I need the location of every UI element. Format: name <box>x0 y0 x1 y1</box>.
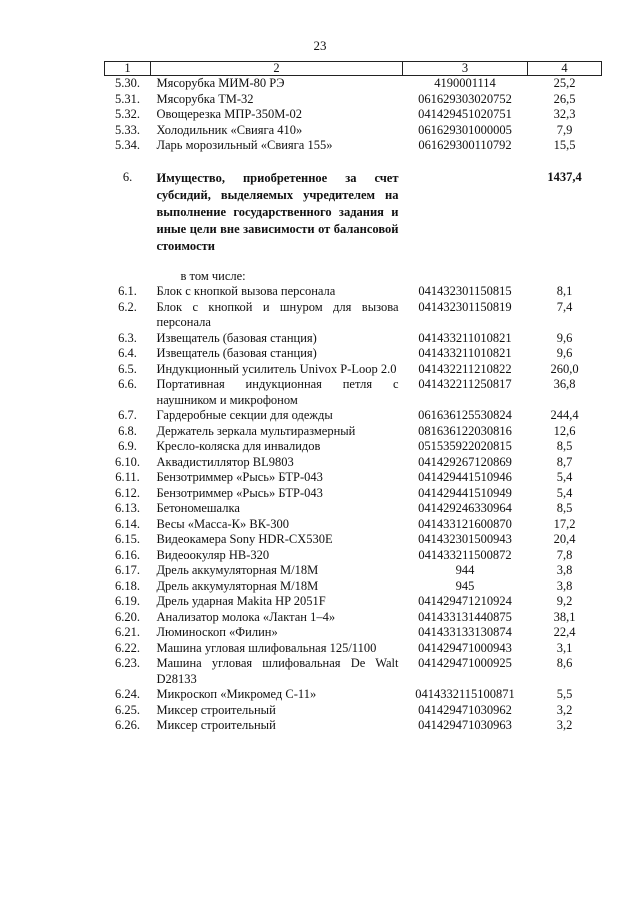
table-row <box>105 579 602 595</box>
item-name: Блок с кнопкой и шнуром для вызова персонала <box>156 299 399 329</box>
item-value: 8,1 <box>556 284 573 298</box>
column-header-number: 1 <box>105 62 151 76</box>
row-number: 6.14. <box>115 516 140 531</box>
table-row <box>105 424 602 440</box>
inventory-code: 081636122030816 <box>418 423 512 438</box>
section-heading-row <box>105 154 602 255</box>
item-name: Холодильник «Свияга 410» <box>156 122 303 137</box>
row-number: 6.22. <box>115 640 140 655</box>
row-number: 6.15. <box>115 532 140 546</box>
inventory-code: 4190001114 <box>434 76 496 90</box>
inventory-code: 041433211500872 <box>418 547 512 562</box>
table-body-section-6 <box>105 284 602 734</box>
inventory-code: 061629300110792 <box>418 138 512 152</box>
table-row <box>105 455 602 471</box>
item-value: 7,8 <box>556 547 573 562</box>
row-number: 6.20. <box>115 609 140 624</box>
item-value: 3,8 <box>556 563 573 577</box>
row-number: 6.25. <box>115 702 140 717</box>
item-value: 3,2 <box>556 702 573 717</box>
item-value: 8,7 <box>556 454 573 469</box>
inventory-code: 041429471000943 <box>418 640 512 655</box>
item-name: Мясорубка ТМ-32 <box>156 91 254 106</box>
item-name: Люминоскоп «Филин» <box>156 625 278 639</box>
row-number: 6.5. <box>118 361 137 376</box>
table-row <box>105 138 602 154</box>
table-row <box>105 718 602 734</box>
table-body-section-6-heading <box>105 154 602 285</box>
row-number: 5.31. <box>115 91 140 106</box>
item-name: Гардеробные секции для одежды <box>156 408 333 422</box>
row-number: 5.32. <box>115 107 140 121</box>
item-name: Видеоокуляр HB-320 <box>156 547 270 562</box>
item-name: Ларь морозильный «Свияга 155» <box>156 138 333 152</box>
row-number: 6.11. <box>115 470 140 484</box>
item-name: Дрель аккумуляторная М/18М <box>156 578 319 593</box>
row-number: 6.12. <box>115 485 140 500</box>
inventory-code: 945 <box>455 578 475 593</box>
item-name: Машина угловая шлифовальная 125/1100 <box>156 640 377 655</box>
item-value: 260,0 <box>550 361 579 376</box>
section-number: 6. <box>122 169 133 184</box>
table-row <box>105 687 602 703</box>
table-row <box>105 331 602 347</box>
table-row <box>105 377 602 408</box>
inventory-code: 041429451020751 <box>418 107 512 121</box>
row-number: 6.9. <box>118 439 137 453</box>
inventory-code: 041429246330964 <box>418 501 512 515</box>
item-name: Машина угловая шлифовальная De Walt D28133 <box>156 656 399 686</box>
row-number: 6.24. <box>115 687 140 701</box>
inventory-code: 041429471210924 <box>418 594 512 608</box>
inventory-code: 041429471030963 <box>418 718 512 732</box>
table-row <box>105 362 602 378</box>
row-number: 5.33. <box>115 122 140 137</box>
table-row <box>105 548 602 564</box>
table-row <box>105 625 602 641</box>
item-name: Держатель зеркала мультиразмерный <box>156 423 356 438</box>
property-table <box>104 61 602 734</box>
row-number: 5.30. <box>115 76 140 90</box>
item-name: Дрель ударная Makita HP 2051F <box>156 594 326 608</box>
inventory-code: 051535922020815 <box>418 439 512 453</box>
row-number: 6.21. <box>115 625 140 639</box>
item-name: Миксер строительный <box>156 702 276 717</box>
item-value: 9,6 <box>556 330 573 345</box>
item-name: Извещатель (базовая станция) <box>156 346 317 360</box>
item-name: Аквадистиллятор BL9803 <box>156 454 294 469</box>
item-name: Извещатель (базовая станция) <box>156 330 317 345</box>
inventory-code: 041433133130874 <box>418 625 512 639</box>
item-value: 32,3 <box>553 107 576 121</box>
item-name: Кресло-коляска для инвалидов <box>156 439 321 453</box>
item-name: Бензотриммер «Рысь» БТР-043 <box>156 485 323 500</box>
item-value: 7,4 <box>556 299 573 314</box>
table-row <box>105 703 602 719</box>
item-value: 9,2 <box>556 594 573 608</box>
table-row <box>105 408 602 424</box>
inventory-code: 041429441510946 <box>418 470 512 484</box>
row-number: 6.10. <box>115 454 140 469</box>
item-name: Миксер строительный <box>156 718 276 732</box>
row-number: 6.8. <box>118 423 137 438</box>
table-row <box>105 76 602 92</box>
inventory-code: 041429471000925 <box>418 656 512 670</box>
item-value: 8,5 <box>556 439 573 453</box>
inventory-code: 944 <box>455 563 475 577</box>
table-row <box>105 107 602 123</box>
table-row <box>105 470 602 486</box>
item-name: Бетономешалка <box>156 501 240 515</box>
row-number: 6.6. <box>118 377 137 391</box>
item-name: Микроскоп «Микромед С-11» <box>156 687 317 701</box>
item-value: 17,2 <box>553 516 576 531</box>
item-value: 5,4 <box>556 470 573 484</box>
row-number: 6.17. <box>115 563 140 577</box>
section-code <box>403 154 528 255</box>
item-value: 12,6 <box>553 423 576 438</box>
section-total: 1437,4 <box>547 169 582 184</box>
table-row <box>105 92 602 108</box>
item-name: Индукционный усилитель Univox P-Loop 2.0 <box>156 361 397 376</box>
row-number: 6.16. <box>115 547 140 562</box>
inventory-code: 0414332115100871 <box>415 687 515 701</box>
item-name: Бензотриммер «Рысь» БТР-043 <box>156 470 323 484</box>
table-row <box>105 641 602 657</box>
table-row <box>105 486 602 502</box>
item-name: Блок с кнопкой вызова персонала <box>156 284 336 298</box>
table-row <box>105 123 602 139</box>
item-value: 3,2 <box>556 718 573 732</box>
item-value: 25,2 <box>553 76 576 90</box>
row-number: 6.18. <box>115 578 140 593</box>
subheading-row <box>105 255 602 285</box>
table-row <box>105 300 602 331</box>
item-value: 36,8 <box>553 377 576 391</box>
inventory-code: 061636125530824 <box>418 408 512 422</box>
row-number: 6.2. <box>118 299 137 314</box>
table-row <box>105 501 602 517</box>
table-header-row <box>105 62 602 76</box>
item-value: 38,1 <box>553 609 576 624</box>
row-number: 6.23. <box>115 656 140 670</box>
row-number: 6.4. <box>118 346 137 360</box>
item-value: 8,5 <box>556 501 573 515</box>
row-number: 6.26. <box>115 718 140 732</box>
item-name: Овощерезка МПР-350М-02 <box>156 107 302 121</box>
inventory-code: 041433121600870 <box>418 516 512 531</box>
inventory-code: 061629303020752 <box>418 91 512 106</box>
item-value: 5,5 <box>556 687 573 701</box>
subheading-label: в том числе: <box>180 268 246 283</box>
table-body-section-5 <box>105 76 602 154</box>
section-title: Имущество, приобретенное за счет субсидий, выделяемых учредителем на выполнение государственного задания и иные цели вне зависимости от балансовой стоимости <box>156 170 399 253</box>
item-value: 7,9 <box>556 122 573 137</box>
item-name: Анализатор молока «Лактан 1–4» <box>156 609 336 624</box>
item-value: 22,4 <box>553 625 576 639</box>
inventory-code: 041432211250817 <box>418 377 512 391</box>
inventory-code: 041433211010821 <box>418 330 512 345</box>
inventory-code: 041429441510949 <box>418 485 512 500</box>
row-number: 6.3. <box>118 330 137 345</box>
table-row <box>105 439 602 455</box>
inventory-code: 041429267120869 <box>418 454 512 469</box>
item-value: 3,1 <box>556 640 573 655</box>
item-value: 26,5 <box>553 91 576 106</box>
page-number: 23 <box>313 38 327 53</box>
inventory-code: 041432211210822 <box>418 361 512 376</box>
inventory-code: 041433131440875 <box>418 609 512 624</box>
table-row <box>105 346 602 362</box>
item-value: 15,5 <box>553 138 576 152</box>
column-header-name: 2 <box>151 62 403 76</box>
table-row <box>105 656 602 687</box>
item-name: Портативная индукционная петля с наушником и микрофоном <box>156 377 399 407</box>
item-value: 5,4 <box>556 485 573 500</box>
inventory-code: 041432301150819 <box>418 299 512 314</box>
column-header-code: 3 <box>403 62 528 76</box>
row-number: 6.7. <box>118 408 137 422</box>
inventory-code: 041432301500943 <box>418 532 512 546</box>
row-number: 5.34. <box>115 138 140 152</box>
row-number: 6.19. <box>115 594 140 608</box>
item-value: 8,6 <box>556 656 573 670</box>
item-value: 9,6 <box>556 346 573 360</box>
row-number: 6.1. <box>118 284 137 298</box>
item-name: Дрель аккумуляторная М/18М <box>156 563 319 577</box>
item-value: 20,4 <box>553 532 576 546</box>
table-row <box>105 610 602 626</box>
table-row <box>105 594 602 610</box>
item-value: 3,8 <box>556 578 573 593</box>
inventory-code: 061629301000005 <box>418 122 512 137</box>
inventory-code: 041432301150815 <box>418 284 512 298</box>
table-row <box>105 563 602 579</box>
item-value: 244,4 <box>550 408 579 422</box>
table-row <box>105 284 602 300</box>
row-number: 6.13. <box>115 501 140 515</box>
column-header-value: 4 <box>528 62 602 76</box>
inventory-code: 041429471030962 <box>418 702 512 717</box>
item-name: Видеокамера Sony HDR-CX530E <box>156 532 333 546</box>
table-row <box>105 532 602 548</box>
inventory-code: 041433211010821 <box>418 346 512 360</box>
item-name: Мясорубка МИМ-80 РЭ <box>156 76 285 90</box>
item-name: Весы «Масса-К» ВК-300 <box>156 516 289 531</box>
table-row <box>105 517 602 533</box>
